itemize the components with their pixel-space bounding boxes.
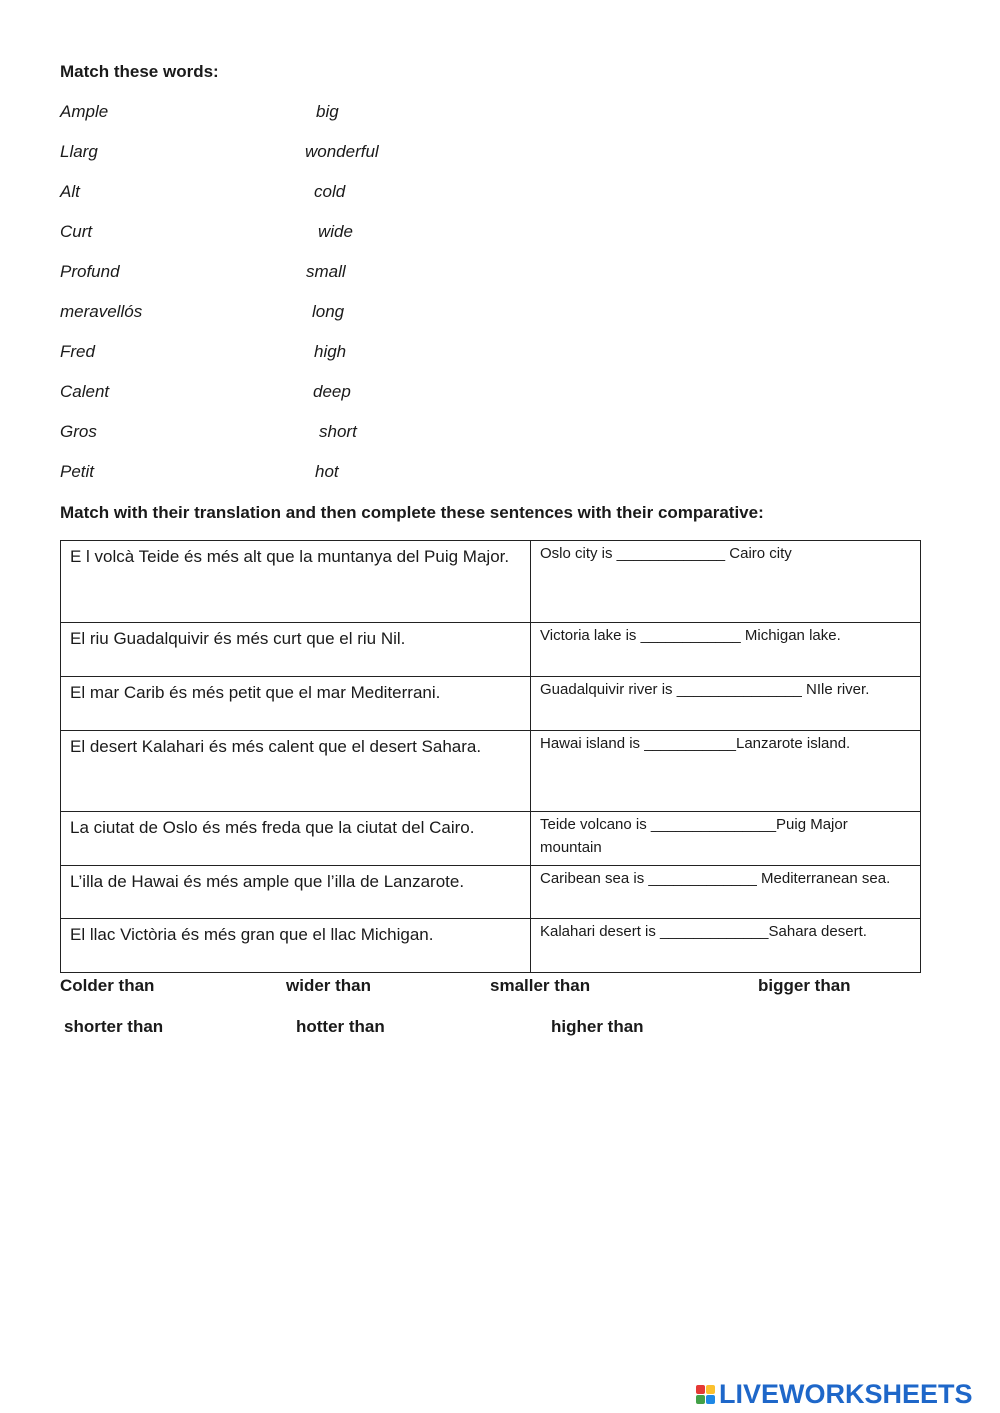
word-bank-item: shorter than [64, 1017, 164, 1036]
english-sentence[interactable]: Oslo city is _____________ Cairo city [531, 541, 921, 623]
right-word: deep [313, 382, 351, 401]
section1-heading: Match these words: [60, 62, 219, 81]
word-bank-item: bigger than [758, 976, 851, 995]
english-sentence[interactable]: Guadalquivir river is _______________ NIle river. [531, 677, 921, 731]
left-word: Profund [60, 262, 120, 281]
liveworksheets-logo [696, 1378, 973, 1410]
catalan-sentence: El desert Kalahari és més calent que el desert Sahara. [61, 731, 531, 812]
right-word: wide [318, 222, 353, 241]
left-word: Llarg [60, 142, 98, 161]
table-row [61, 731, 921, 812]
english-sentence[interactable]: Victoria lake is ____________ Michigan lake. [531, 623, 921, 677]
right-word: hot [315, 462, 339, 481]
table-row [61, 812, 921, 866]
table-row [61, 541, 921, 623]
left-word: meravellós [60, 302, 143, 321]
table-row [61, 866, 921, 919]
right-word: high [314, 342, 347, 361]
logo-icon [696, 1385, 715, 1404]
word-bank-item: wider than [286, 976, 372, 995]
table-row [61, 677, 921, 731]
right-word: wonderful [305, 142, 379, 161]
left-word: Alt [60, 182, 80, 201]
left-word: Gros [60, 422, 97, 441]
logo-text: LIVEWORKSHEETS [719, 1378, 973, 1409]
english-sentence[interactable]: Hawai island is ___________Lanzarote island. [531, 731, 921, 812]
table-row [61, 919, 921, 973]
catalan-sentence: E l volcà Teide és més alt que la muntanya del Puig Major. [61, 541, 531, 623]
catalan-sentence: El mar Carib és més petit que el mar Mediterrani. [61, 677, 531, 731]
english-sentence[interactable]: Teide volcano is _______________Puig Major mountain [531, 812, 921, 866]
left-word: Fred [60, 342, 95, 361]
english-sentence[interactable]: Caribean sea is _____________ Mediterranean sea. [531, 866, 921, 919]
word-bank-item: higher than [551, 1017, 644, 1036]
sentences-table [60, 540, 921, 973]
right-word: big [316, 102, 339, 121]
right-word: short [319, 422, 357, 441]
word-bank-item: smaller than [490, 976, 591, 995]
left-word: Petit [60, 462, 95, 481]
catalan-sentence: El riu Guadalquivir és més curt que el riu Nil. [61, 623, 531, 677]
right-word: cold [314, 182, 346, 201]
catalan-sentence: La ciutat de Oslo és més freda que la ciutat del Cairo. [61, 812, 531, 866]
catalan-sentence: El llac Victòria és més gran que el llac Michigan. [61, 919, 531, 973]
left-word: Ample [60, 102, 109, 121]
section2-heading: Match with their translation and then complete these sentences with their comparative: [60, 503, 764, 522]
right-word: small [306, 262, 346, 281]
word-bank-item: Colder than [60, 976, 155, 995]
left-word: Curt [60, 222, 93, 241]
catalan-sentence: L’illa de Hawai és més ample que l’illa de Lanzarote. [61, 866, 531, 919]
table-row [61, 623, 921, 677]
english-sentence[interactable]: Kalahari desert is _____________Sahara desert. [531, 919, 921, 973]
left-word: Calent [60, 382, 110, 401]
right-word: long [312, 302, 345, 321]
word-bank-item: hotter than [296, 1017, 385, 1036]
